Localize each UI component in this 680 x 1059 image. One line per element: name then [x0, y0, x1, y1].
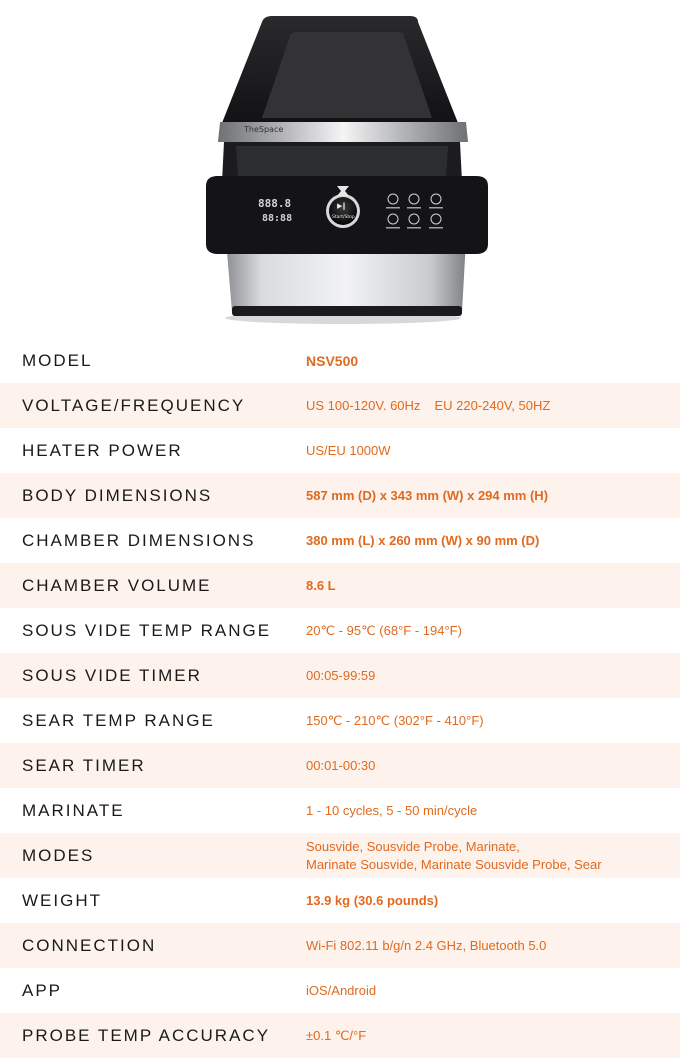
spec-value: 00:01-00:30 — [306, 757, 376, 773]
spec-label: CHAMBER VOLUME — [22, 575, 212, 595]
spec-value: 8.6 L — [306, 577, 336, 593]
display-temp: 888.8 — [258, 197, 292, 210]
spec-label: PROBE TEMP ACCURACY — [22, 1025, 271, 1045]
spec-value: 587 mm (D) x 343 mm (W) x 294 mm (H) — [306, 487, 549, 503]
spec-value: US/EU 1000W — [306, 442, 391, 458]
start-stop-label: Start/Stop — [332, 215, 355, 220]
spec-value: 1 - 10 cycles, 5 - 50 min/cycle — [306, 802, 478, 818]
spec-label: HEATER POWER — [22, 440, 183, 460]
sous-vide-machine-illustration — [0, 0, 680, 338]
spec-label: MODES — [22, 845, 95, 865]
spec-label: SEAR TEMP RANGE — [22, 710, 215, 730]
spec-value: 150℃ - 210℃ (302°F - 410°F) — [306, 712, 484, 728]
spec-row-model — [0, 338, 680, 383]
spec-row-voltage-frequency — [0, 383, 680, 428]
spec-label: SOUS VIDE TIMER — [22, 665, 202, 685]
brand-logo: TheSpace — [244, 125, 284, 134]
spec-row-connection — [0, 923, 680, 968]
spec-label: SEAR TIMER — [22, 755, 146, 775]
product-image — [0, 0, 680, 338]
spec-row-marinate — [0, 788, 680, 833]
spec-value: ±0.1 ℃/°F — [306, 1027, 367, 1043]
spec-table — [0, 338, 680, 1058]
spec-value: NSV500 — [306, 352, 359, 369]
spec-label: APP — [22, 980, 63, 1000]
spec-row-sous-vide-timer — [0, 653, 680, 698]
spec-label: CONNECTION — [22, 935, 157, 955]
spec-row-modes — [0, 833, 680, 878]
spec-label: MARINATE — [22, 800, 125, 820]
spec-row-weight — [0, 878, 680, 923]
spec-label: SOUS VIDE TEMP RANGE — [22, 620, 272, 640]
spec-row-chamber-dimensions — [0, 518, 680, 563]
spec-value — [306, 838, 670, 874]
spec-label: WEIGHT — [22, 890, 102, 910]
spec-value: 13.9 kg (30.6 pounds) — [306, 892, 439, 908]
display-time: 88:88 — [262, 213, 293, 224]
svg-text:▶‖: ▶‖ — [337, 202, 346, 210]
spec-value-us: US 100-120V. 60Hz — [306, 397, 421, 413]
spec-row-heater-power — [0, 428, 680, 473]
spec-label: CHAMBER DIMENSIONS — [22, 530, 256, 550]
spec-label: BODY DIMENSIONS — [22, 485, 213, 505]
spec-row-chamber-volume — [0, 563, 680, 608]
spec-value-line-1: Sousvide, Sousvide Probe, Marinate, — [306, 838, 520, 854]
spec-row-sear-temp-range — [0, 698, 680, 743]
spec-label: VOLTAGE/FREQUENCY — [22, 395, 246, 415]
spec-row-sous-vide-temp-range — [0, 608, 680, 653]
spec-row-sear-timer — [0, 743, 680, 788]
spec-value-eu: EU 220-240V, 50HZ — [434, 397, 551, 413]
spec-value-line-2: Marinate Sousvide, Marinate Sousvide Probe, Sear — [306, 856, 602, 872]
spec-value: 20℃ - 95℃ (68°F - 194°F) — [306, 622, 462, 638]
spec-row-app — [0, 968, 680, 1013]
spec-value: 00:05-99:59 — [306, 667, 376, 683]
spec-value: iOS/Android — [306, 982, 377, 998]
spec-label: MODEL — [22, 350, 93, 370]
spec-row-body-dimensions — [0, 473, 680, 518]
spec-value: Wi-Fi 802.11 b/g/n 2.4 GHz, Bluetooth 5.0 — [306, 937, 547, 953]
spec-row-probe-temp-accuracy — [0, 1013, 680, 1058]
spec-value — [306, 397, 670, 415]
spec-value: 380 mm (L) x 260 mm (W) x 90 mm (D) — [306, 532, 540, 548]
